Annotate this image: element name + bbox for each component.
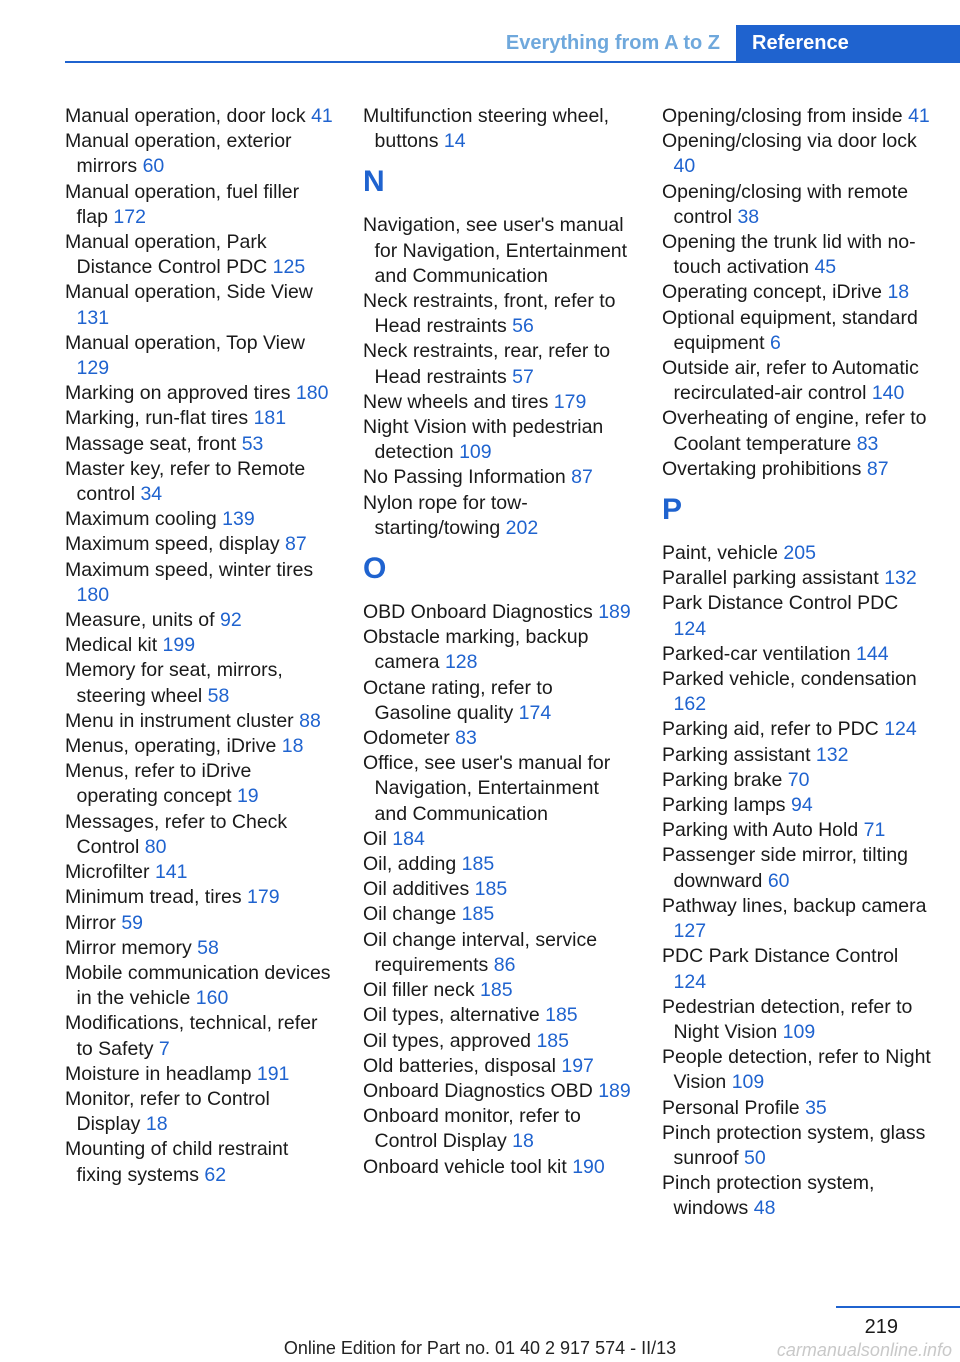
index-column-3 [662,104,932,1222]
page-reference-link[interactable]: 139 [222,508,255,531]
index-entry-text: Manual operation, Top View [65,331,305,354]
index-entry-text: Parked vehicle, condensation [662,668,917,691]
index-entry-text: Manual operation, door lock [65,105,306,127]
index-entry [65,658,335,708]
index-entry-text: Oil types, alternative [363,1004,540,1027]
page-reference-link[interactable]: 34 [140,483,163,506]
page-reference-link[interactable]: 140 [871,382,905,405]
index-entry [363,415,633,465]
index-entry [65,1062,335,1087]
index-letter-heading: P [662,493,683,527]
index-entry-text: Odometer [363,727,450,750]
page-reference-link[interactable]: 87 [285,533,307,556]
page-reference-link[interactable]: 18 [887,281,910,304]
page-reference-link[interactable]: 180 [295,382,329,405]
index-entry-text: Manual operation, exterior mirrors [65,130,292,178]
index-entry [65,608,335,633]
page-reference-link[interactable]: 132 [884,567,917,590]
page-reference-link[interactable]: 189 [598,1079,631,1102]
index-entry-text: Old batteries, disposal [363,1054,556,1077]
page-reference-link[interactable]: 179 [247,886,280,909]
page-reference-link[interactable]: 80 [144,835,167,858]
index-entry [65,558,335,608]
index-entry [662,541,932,566]
page-reference-link[interactable]: 197 [561,1054,594,1077]
index-entry-text: Marking, run-flat tires [65,407,249,430]
page-reference-link[interactable]: 109 [782,1020,816,1043]
index-entry-text: Messages, refer to Check Control [65,810,288,858]
index-entry-text: Passenger side mirror, tilting downward [662,844,909,892]
index-entry [662,1121,932,1171]
index-entry [363,1155,633,1180]
index-entry-text: Marking on approved tires [65,382,291,405]
page-reference-link[interactable]: 18 [145,1113,168,1136]
page-reference-link[interactable]: 87 [866,457,889,480]
page-reference-link[interactable]: 180 [76,583,110,606]
page-reference-link[interactable]: 40 [673,155,696,178]
page-reference-link[interactable]: 57 [512,365,534,388]
index-entry-text: Oil types, approved [363,1029,532,1052]
index-entry [65,911,335,936]
page-reference-link[interactable]: 129 [76,357,110,380]
index-entry [662,566,932,591]
page-reference-link[interactable]: 62 [204,1163,227,1186]
index-entry-text: Oil [363,827,387,850]
index-entry [65,860,335,885]
page-reference-link[interactable]: 189 [598,601,631,624]
page-reference-link[interactable]: 7 [158,1037,170,1060]
page-reference-link[interactable]: 18 [281,735,304,758]
index-entry-text: Opening the trunk lid with no-touch activation [662,231,916,279]
index-entry-text: Oil filler neck [363,979,475,1002]
index-letter-heading: N [363,165,385,199]
index-entry [363,928,633,978]
index-entry [363,1079,633,1104]
index-entry-text: Onboard monitor, refer to Control Display [363,1105,581,1153]
page-reference-link[interactable]: 53 [241,432,264,455]
page-reference-link[interactable]: 144 [856,642,889,665]
index-entry [65,759,335,809]
index-entry-text: Microfilter [65,861,150,884]
index-entry [65,432,335,457]
page-reference-link[interactable]: 48 [753,1197,776,1220]
index-entry [363,1029,633,1054]
index-entry-text: Office, see user's manual for Navigation, Entertainment and Communication [363,752,611,825]
page-reference-link[interactable]: 38 [737,205,760,228]
page-reference-link[interactable]: 71 [863,819,886,842]
watermark: carmanualsonline.info [776,1340,952,1360]
index-entry-text: Pedestrian detection, refer to Night Vision [662,995,913,1043]
index-entry-text: Maximum speed, display [65,533,280,556]
index-entry-text: Nylon rope for tow-starting/towing [363,491,528,539]
page-reference-link[interactable]: 14 [443,130,466,153]
index-entry-text: Overtaking prohibitions [662,457,862,480]
index-entry [65,885,335,910]
index-entry [65,457,335,507]
index-entry [662,944,932,994]
footer-rule [836,1306,960,1308]
index-entry-text: Oil change interval, service requirements [363,928,598,976]
page-reference-link[interactable]: 35 [805,1096,827,1119]
index-entry-text: Mirror memory [65,936,192,959]
page-reference-link[interactable]: 45 [814,256,837,279]
index-entry [662,406,932,456]
index-letter-heading: O [363,552,387,586]
page-reference-link[interactable]: 185 [461,903,495,926]
page-reference-link[interactable]: 174 [518,701,552,724]
index-entry [662,230,932,280]
index-entry [662,457,932,482]
page-reference-link[interactable]: 160 [195,987,229,1010]
page-reference-link[interactable]: 191 [256,1062,290,1085]
page-reference-link[interactable]: 199 [162,634,196,657]
index-entry-text: Parking assistant [662,743,811,766]
page-reference-link[interactable]: 185 [536,1029,569,1052]
index-entry [662,1045,932,1095]
page-reference-link[interactable]: 87 [571,466,593,489]
page-reference-link[interactable]: 58 [197,936,219,959]
index-entry [363,465,633,490]
index-entry [363,852,633,877]
index-entry [363,751,633,827]
index-entry-text: Neck restraints, front, refer to Head restraints [363,290,616,338]
page-reference-link[interactable]: 205 [783,542,816,565]
page-reference-link[interactable]: 60 [767,869,790,892]
index-entry-text: Massage seat, front [65,432,237,455]
index-entry [65,507,335,532]
index-entry-text: Operating concept, iDrive [662,281,883,304]
index-entry-text: Onboard Diagnostics OBD [363,1079,593,1102]
index-entry-text: Parallel parking assistant [662,567,879,590]
index-entry [662,894,932,944]
index-entry [65,709,335,734]
index-entry-text: Navigation, see user's manual for Navigation, Entertainment and Communication [363,214,628,287]
page-reference-link[interactable]: 83 [856,432,879,455]
index-entry [363,726,633,751]
index-entry-text: Parked-car ventilation [662,642,851,665]
index-entry-text: Mobile communication devices in the vehicle [65,961,331,1010]
index-entry [363,877,633,902]
index-entry [662,843,932,893]
index-entry [363,1104,633,1154]
index-entry [65,280,335,330]
index-entry-text: Master key, refer to Remote control [65,457,306,506]
index-entry-text: Mirror [65,911,116,934]
index-entry-text: Octane rating, refer to Gasoline quality [363,676,553,724]
index-entry-text: Opening/closing with remote control [662,180,909,228]
index-entry-text: Overheating of engine, refer to Coolant temperature [662,407,927,455]
page-reference-link[interactable]: 132 [815,743,849,766]
index-entry [363,625,633,675]
index-entry [662,768,932,793]
page-reference-link[interactable]: 41 [908,105,930,127]
index-entry [363,600,633,625]
page-reference-link[interactable]: 83 [455,727,477,750]
index-entry-text: Oil change [363,903,457,926]
page-reference-link[interactable]: 202 [505,516,539,539]
page-reference-link[interactable]: 6 [770,331,781,354]
index-entry-text: Maximum cooling [65,508,217,531]
page-reference-link[interactable]: 94 [790,794,813,817]
index-entry [363,390,633,415]
index-entry-text: Manual operation, fuel filler flap [65,180,300,228]
index-entry-text: OBD Onboard Diagnostics [363,601,593,624]
page-reference-link[interactable]: 185 [461,853,495,876]
index-entry-text: Multifunction steering wheel, buttons [363,105,610,153]
index-entry [662,1096,932,1121]
page-reference-link[interactable]: 190 [572,1155,605,1178]
index-entry-text: Park Distance Control PDC [662,592,899,615]
index-entry-text: Mounting of child restraint fixing systems [65,1138,289,1186]
page-reference-link[interactable]: 59 [121,911,144,934]
index-entry-text: Parking aid, refer to PDC [662,718,879,741]
index-entry-text: Manual operation, Park Distance Control PDC [65,231,268,279]
index-entry [65,406,335,431]
index-entry-text: Medical kit [65,634,158,657]
index-entry-text: No Passing Information [363,466,566,489]
page-reference-link[interactable]: 88 [299,709,321,732]
page-reference-link[interactable]: 185 [480,979,513,1002]
page-reference-link[interactable]: 92 [220,609,242,632]
page-reference-link[interactable]: 185 [545,1004,578,1027]
index-entry-text: Onboard vehicle tool kit [363,1155,567,1178]
index-entry [363,1054,633,1079]
index-entry [65,331,335,381]
index-entry [363,676,633,726]
header-chapter-tab: Reference [736,25,960,61]
page-reference-link[interactable]: 18 [512,1130,534,1153]
page-reference-link[interactable]: 50 [743,1146,766,1169]
index-entry-text: Menus, operating, iDrive [65,735,277,758]
index-entry-text: Pinch protection system, glass sunroof [662,1121,926,1169]
index-entry [662,356,932,406]
page-reference-link[interactable]: 125 [272,256,306,279]
index-entry-text: Manual operation, Side View [65,281,313,304]
page-reference-link[interactable]: 60 [142,155,165,178]
page-reference-link[interactable]: 124 [884,718,917,741]
index-entry-text: PDC Park Distance Control [662,945,899,968]
index-entry-text: Memory for seat, mirrors, steering wheel [65,659,283,707]
page-reference-link[interactable]: 124 [673,970,707,993]
index-column-1 [65,104,335,1188]
index-entry [363,213,633,289]
index-entry [65,810,335,860]
index-entry [662,642,932,667]
page-reference-link[interactable]: 86 [493,953,516,976]
index-entry [65,633,335,658]
page-reference-link[interactable]: 141 [154,861,188,884]
page-number: 219 [864,1316,898,1338]
index-entry [662,667,932,717]
page-reference-link[interactable]: 70 [787,768,810,791]
index-entry-text: Parking brake [662,768,783,791]
index-entry-text: Oil, adding [363,853,457,876]
index-entry-text: Optional equipment, standard equipment [662,306,918,354]
index-entry [363,104,633,154]
index-entry-text: Obstacle marking, backup camera [363,626,589,674]
index-entry [662,591,932,641]
page-reference-link[interactable]: 109 [459,441,492,464]
index-entry-text: Pathway lines, backup camera [662,894,927,917]
index-entry-text: Moisture in headlamp [65,1062,252,1085]
index-entry-text: Pinch protection system, windows [662,1172,875,1220]
page-reference-link[interactable]: 128 [444,651,478,674]
index-entry [363,1003,633,1028]
index-entry-text: Outside air, refer to Automatic recirculated-air control [662,357,919,405]
index-entry-text: People detection, refer to Night Vision [662,1046,931,1094]
page-reference-link[interactable]: 56 [512,315,534,338]
page-reference-link[interactable]: 172 [113,205,146,228]
index-entry-text: Night Vision with pedestrian detection [363,416,604,464]
index-entry [363,339,633,389]
index-entry [662,818,932,843]
page-reference-link[interactable]: 124 [673,617,707,640]
index-entry [65,734,335,759]
page-reference-link[interactable]: 131 [76,306,110,329]
index-entry [363,827,633,852]
index-entry [65,104,335,129]
page-reference-link[interactable]: 41 [311,105,333,127]
index-entry [662,1171,932,1221]
index-entry [65,532,335,557]
index-entry [662,104,932,129]
index-entry-text: Modifications, technical, refer to Safety [65,1012,318,1060]
index-entry-text: Menu in instrument cluster [65,709,294,732]
index-entry-text: Paint, vehicle [662,542,778,565]
page-reference-link[interactable]: 19 [236,785,259,808]
header-rule [65,61,960,63]
page-reference-link[interactable]: 184 [392,827,425,850]
index-entry [65,381,335,406]
index-entry [65,936,335,961]
index-entry-text: Opening/closing from inside [662,105,903,127]
index-entry [363,902,633,927]
index-entry [65,129,335,179]
index-entry-text: Parking with Auto Hold [662,819,859,842]
index-entry-text: Monitor, refer to Control Display [65,1087,270,1136]
index-entry [65,1011,335,1061]
page-reference-link[interactable]: 185 [474,878,508,901]
index-entry [65,180,335,230]
index-entry-text: Maximum speed, winter tires [65,558,314,581]
index-entry [662,717,932,742]
index-entry [662,129,932,179]
index-entry [65,1137,335,1187]
index-entry [65,1087,335,1137]
page-reference-link[interactable]: 127 [673,920,707,943]
page-reference-link[interactable]: 109 [731,1071,765,1094]
index-entry-text: Opening/closing via door lock [662,130,917,153]
page-reference-link[interactable]: 162 [673,693,707,716]
index-entry-text: Neck restraints, rear, refer to Head restraints [363,340,611,388]
index-entry-text: Parking lamps [662,794,786,817]
index-entry [662,995,932,1045]
index-entry [662,793,932,818]
index-entry [363,289,633,339]
page-reference-link[interactable]: 179 [553,390,587,413]
index-entry [65,230,335,280]
index-entry [363,978,633,1003]
page-reference-link[interactable]: 58 [207,684,230,707]
index-entry [662,280,932,305]
index-entry [662,743,932,768]
index-entry-text: Oil additives [363,878,470,901]
index-entry-text: New wheels and tires [363,390,549,413]
index-column-2 [363,104,633,1180]
index-entry-text: Measure, units of [65,609,215,632]
index-entry [662,306,932,356]
header-section-title: Everything from A to Z [505,32,720,54]
edition-footer: Online Edition for Part no. 01 40 2 917 574 - II/13 [283,1338,677,1358]
index-entry-text: Minimum tread, tires [65,886,242,909]
index-entry [65,961,335,1011]
index-entry-text: Menus, refer to iDrive operating concept [65,760,252,808]
index-entry-text: Personal Profile [662,1096,800,1119]
page-reference-link[interactable]: 181 [253,407,287,430]
index-entry [662,180,932,230]
index-entry [363,491,633,541]
running-header [0,25,960,61]
